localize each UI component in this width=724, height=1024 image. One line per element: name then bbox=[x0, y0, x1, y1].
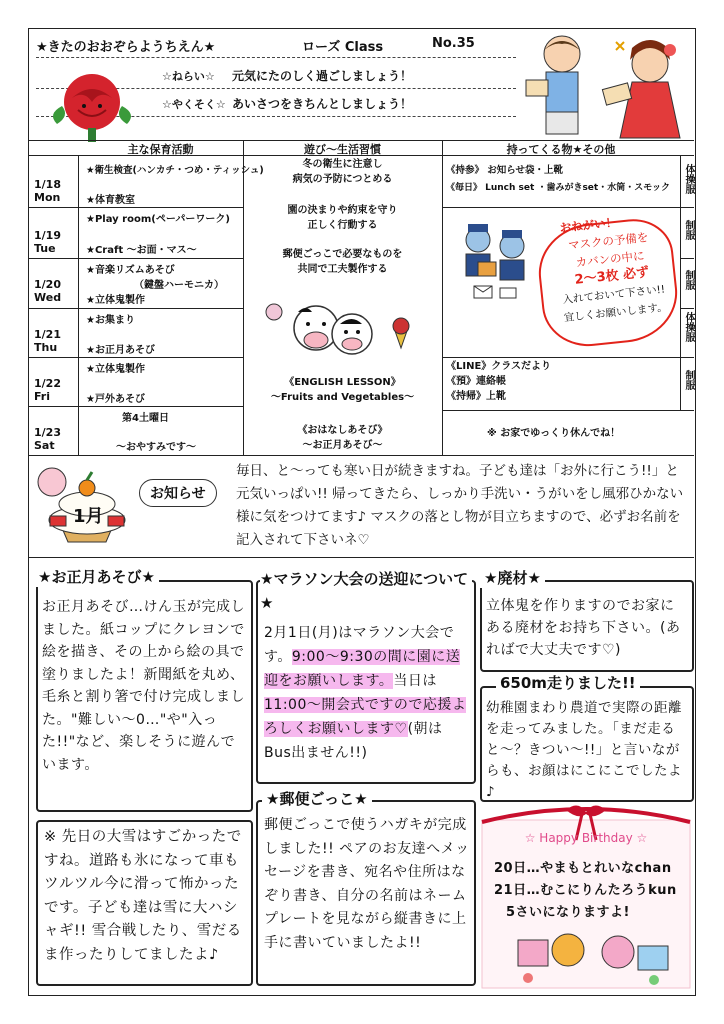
col-line-3 bbox=[442, 140, 443, 455]
english-lesson: 《ENGLISH LESSON》 ～Fruits and Vegetables～ bbox=[270, 377, 415, 403]
bring-top-2: 《毎日》 Lunch set ・歯みがきset・水筒・スモック bbox=[446, 183, 670, 193]
story-play: 《おはなしあそび》 ～お正月あそび～ bbox=[297, 425, 388, 451]
header-bring: 持ってくる物★その他 bbox=[506, 143, 616, 156]
oshogatsu-title: ★お正月あそび★ bbox=[34, 566, 159, 587]
haizai-title: ★廃材★ bbox=[480, 567, 545, 588]
kids-illustration bbox=[520, 30, 695, 142]
birthday-lines: 20日…やまもとれいなchan 21日…むこにりんたろうkun 5さいになりますよ! bbox=[494, 861, 677, 920]
marathon-text: 2月1日(月)はマラソン大会です。9:00～9:30の間に園に送迎をお願いします。当日は11:00～開会式ですので応援よろしくお願いします♡(朝はBus出ません!!) bbox=[264, 625, 467, 761]
saturday-note: ※ お家でゆっくり休んでね！ bbox=[487, 428, 621, 439]
marathon-title: ★マラソン大会の送迎について★ bbox=[260, 567, 472, 615]
date-fri: 1/22 Fri bbox=[34, 377, 61, 403]
aim-label: ☆ねらい☆ bbox=[162, 70, 215, 83]
row-line-2 bbox=[28, 258, 243, 259]
row-line-1 bbox=[28, 207, 243, 208]
header-dash-1 bbox=[36, 57, 516, 58]
side-wed: 制服 bbox=[683, 270, 694, 290]
promise-label: ☆やくそく☆ bbox=[162, 98, 226, 111]
school-name: ★きたのおおぞらようちえん★ bbox=[36, 40, 216, 55]
activity-thu-2: ★お正月あそび bbox=[86, 345, 155, 356]
bring-line-4 bbox=[442, 357, 694, 358]
promise-text: あいさつをきちんとしましょう！ bbox=[232, 97, 413, 111]
yubin-title: ★郵便ごっこ★ bbox=[262, 788, 372, 809]
side-thu: 体操服 bbox=[683, 312, 694, 342]
activity-tue-2: ★Craft ～お面・マス～ bbox=[86, 245, 197, 256]
activity-thu-1: ★お集まり bbox=[86, 315, 135, 326]
bring-line-2 bbox=[680, 258, 694, 259]
bring-top-1: 《持参》 お知らせ袋・上靴 bbox=[446, 165, 564, 176]
notice-bottom-line bbox=[28, 557, 694, 558]
date-mon: 1/18 Mon bbox=[34, 178, 61, 204]
date-tue: 1/19 Tue bbox=[34, 229, 61, 255]
side-mon: 体操服 bbox=[683, 164, 694, 194]
col-line-1 bbox=[78, 155, 79, 455]
bring-line-5 bbox=[442, 410, 694, 411]
header-play: 遊び～生活習慣 bbox=[304, 143, 381, 156]
row-line-3 bbox=[28, 308, 243, 309]
aim-text: 元気にたのしく過ごしましょう！ bbox=[232, 69, 413, 83]
issue-number: No.35 bbox=[432, 36, 475, 51]
side-fri: 制服 bbox=[683, 370, 694, 390]
date-wed: 1/20 Wed bbox=[34, 278, 62, 304]
notice-text: 毎日、と～っても寒い日が続きますね。子ども達は「お外に行こう!!」と元気いっぱい!! 帰ってきたら、しっかり手洗い・うがいをし風邪ひかない様に気をつけてます♪ マスクの落とし物が目立ちますので、必ずお名前を記入されて下さいネ♡ bbox=[236, 463, 684, 548]
activity-wed-3: ★立体鬼製作 bbox=[86, 295, 145, 306]
activity-tue-1: ★Play room(ペーパーワーク) bbox=[86, 214, 230, 225]
side-tue: 制服 bbox=[683, 220, 694, 240]
row-line-5 bbox=[28, 406, 243, 407]
activity-wed-1: ★音楽リズムあそび bbox=[86, 265, 175, 276]
activity-fri-1: ★立体鬼製作 bbox=[86, 364, 145, 375]
date-thu: 1/21 Thu bbox=[34, 328, 61, 354]
col-line-4 bbox=[680, 155, 681, 410]
bring-line-3 bbox=[680, 308, 694, 309]
rose-illustration bbox=[42, 64, 142, 144]
bring-bottom: 《LINE》クラスだより 《預》連絡帳 《持帰》上靴 bbox=[446, 361, 551, 402]
notice-month: 1月 bbox=[73, 506, 104, 527]
run-title: 650m走りました!! bbox=[496, 672, 640, 693]
activity-wed-2: （鍵盤ハーモニカ） bbox=[134, 280, 224, 291]
class-name: ローズ Class bbox=[302, 40, 384, 55]
run-text: 幼稚園まわり農道で実際の距離を走ってみました。「まだ走ると～？きつい～!!」と言いながらも、お顔はにこにこでしたよ♪ bbox=[486, 700, 682, 800]
oshogatsu-text: お正月あそび…けん玉が完成しました。紙コップにクレヨンで絵を描き、その上から絵の具で塗りましたよ！新聞紙を丸め、毛糸と割り箸で付け完成しました。"難しい～0…"や"入った!!"など、楽しそうに遊んでいます。 bbox=[42, 599, 245, 773]
notice-label: お知らせ bbox=[139, 479, 217, 507]
snow-text: ※ 先日の大雪はすごかったですね。道路も氷になって車もツルツル今に滑って怖かったです。子ども達は雪に大ハシャギ!! 雪合戦したり、雪だるま作ったりしてましたよ♪ bbox=[44, 829, 242, 963]
play-text-block: 冬の衛生に注意し 病気の予防につとめる 園の決まりや約束を守り 正しく行動する 郵便ごっこで必要なものを 共同で工夫製作する bbox=[282, 159, 403, 275]
bring-line-1 bbox=[442, 207, 694, 208]
yubin-text: 郵便ごっこで使うハガキが完成しました!! ペアのお友達へメッセージを書き、宛名や住所はなぞり書き、自分の名前はネームプレートを見ながら縦書きに上手に書いていましたよ!! bbox=[264, 817, 470, 951]
haizai-text: 立体鬼を作りますのでお家にある廃材をお持ち下さい。(あればで大丈夫です♡) bbox=[486, 598, 681, 658]
row-line-4 bbox=[28, 357, 243, 358]
header-activities: 主な保育活動 bbox=[127, 143, 194, 156]
activity-sat-2: ～おやすみです～ bbox=[116, 442, 196, 453]
birthday-title: ☆ Happy Birthday ☆ bbox=[524, 831, 648, 845]
activity-fri-2: ★戸外あそび bbox=[86, 394, 145, 405]
date-sat: 1/23 Sat bbox=[34, 426, 61, 452]
activity-sat-1: 第4土曜日 bbox=[122, 413, 169, 424]
activity-mon-2: ★体育教室 bbox=[86, 195, 135, 206]
mask-note-text: おねがい！ マスクの予備を カバンの中に 2～3枚 必ず 入れておいて下さい!! 宜しくお願いします。 bbox=[559, 215, 669, 325]
cow-illustration bbox=[256, 298, 426, 370]
schedule-bottom-line bbox=[28, 455, 694, 456]
activity-mon-1: ★衛生検査(ハンカチ・つめ・ティッシュ) bbox=[86, 165, 264, 176]
